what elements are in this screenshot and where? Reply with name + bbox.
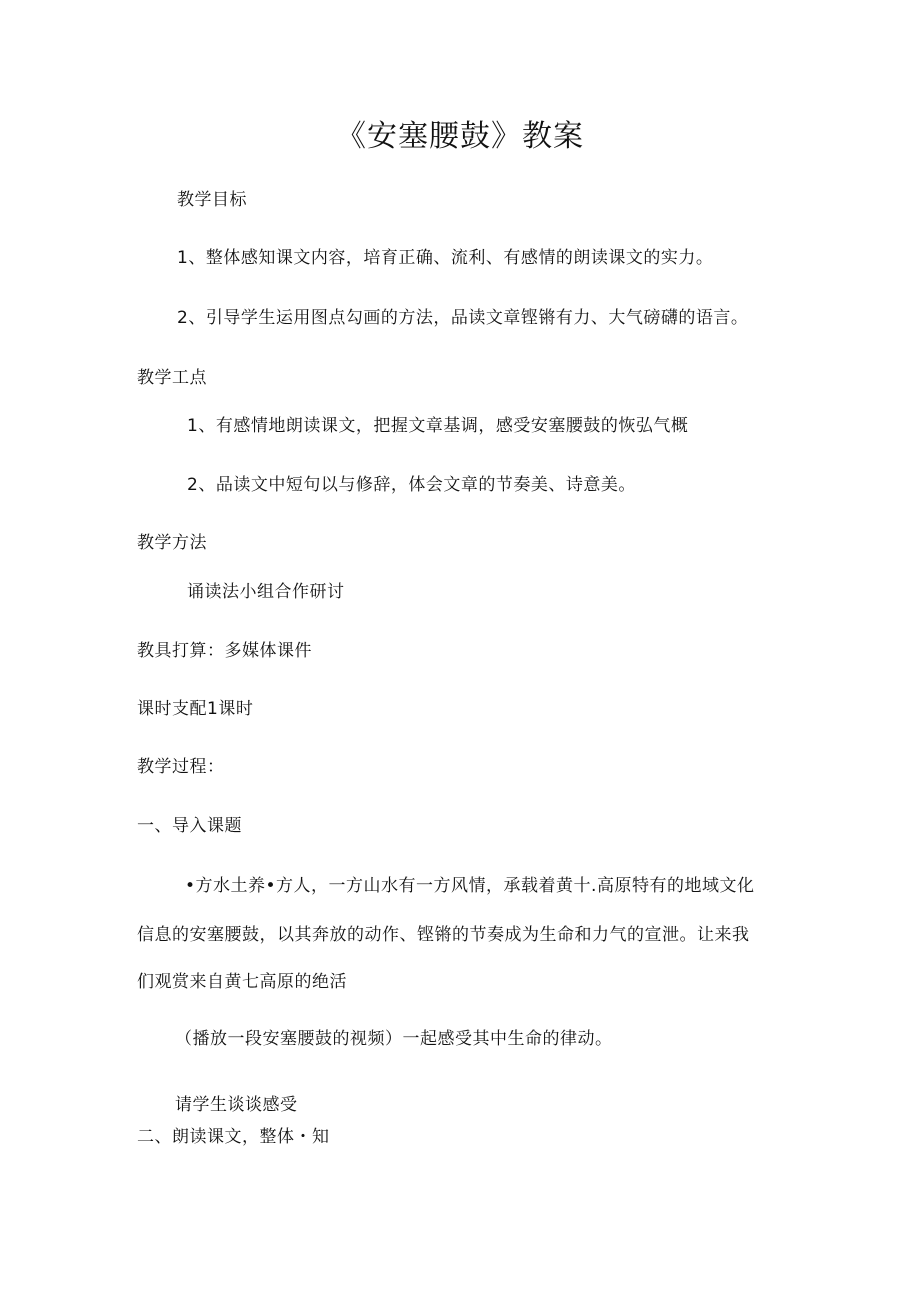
- goal-item-2: 2、引导学生运用图点勾画的方法，品读文章铿锵有力、大气磅礴的语言。: [177, 308, 749, 328]
- section-2-heading: 二、朗读课文，整体・知: [137, 1127, 330, 1147]
- document-title: 《安塞腰鼓》教案: [336, 119, 584, 154]
- goal-item-1: 1、整体感知课文内容，培育正确、流利、有感情的朗读课文的实力。: [177, 248, 714, 268]
- goals-heading: 教学目标: [177, 190, 247, 210]
- video-line: （播放一段安塞腰鼓的视频）一起感受其中生命的律动。: [175, 1029, 613, 1049]
- feel-line: 请学生谈谈感受: [175, 1095, 298, 1115]
- tools-line: 教具打算：多媒体课件: [137, 641, 312, 661]
- keypoint-item-2: 2、品读文中短句以与修辞，体会文章的节奏美、诗意美。: [187, 475, 636, 495]
- keypoint-item-1: 1、有感情地朗读课文，把握文章基调，感受安塞腰鼓的恢弘气概: [187, 416, 689, 436]
- methods-heading: 教学方法: [137, 533, 207, 553]
- keypoints-heading: 教学工点: [137, 368, 207, 388]
- intro-line-3: 们观赏来自黄七高原的绝活: [137, 972, 347, 992]
- section-1-heading: 一、导入课题: [137, 816, 242, 836]
- intro-line-1: •方水土养•方人，一方山水有一方风情，承载着黄十.高原特有的地域文化: [185, 876, 755, 896]
- intro-line-2: 信息的安塞腰鼓，以其奔放的动作、铿锵的节奏成为生命和力气的宣泄。让来我: [137, 925, 750, 945]
- methods-text: 诵读法小组合作研讨: [187, 582, 345, 602]
- process-heading: 教学过程：: [137, 757, 225, 777]
- hours-line: 课时支配1课时: [137, 699, 254, 719]
